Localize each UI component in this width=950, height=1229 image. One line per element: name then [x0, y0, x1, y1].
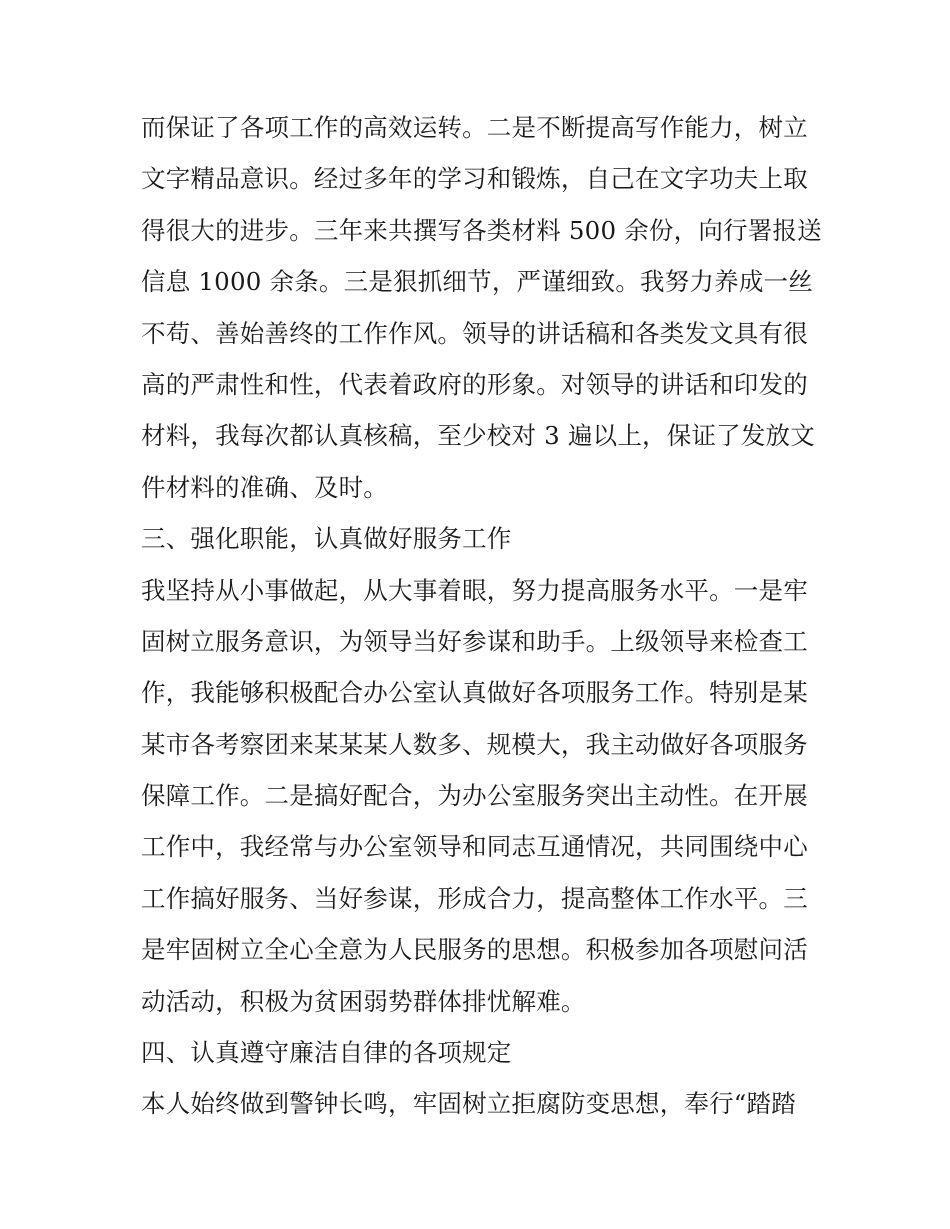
paragraph-line: 得很大的进步。三年来共撰写各类材料 500 余份，向行署报送 [141, 215, 822, 245]
paragraph-line: 本人始终做到警钟长鸣，牢固树立拒腐防变思想，奉行“踏踏 [141, 1089, 796, 1119]
paragraph-line: 件材料的准确、及时。 [141, 472, 388, 502]
paragraph-line: 工作搞好服务、当好参谋，形成合力，提高整体工作水平。三 [141, 883, 808, 913]
paragraph-line: 某市各考察团来某某某人数多、规模大，我主动做好各项服务 [141, 729, 808, 759]
paragraph-line: 固树立服务意识，为领导当好参谋和助手。上级领导来检查工 [141, 626, 808, 656]
paragraph-line: 是牢固树立全心全意为人民服务的思想。积极参加各项慰问活 [141, 935, 808, 965]
paragraph-line: 我坚持从小事做起，从大事着眼，努力提高服务水平。一是牢 [141, 575, 808, 605]
paragraph-line: 工作中，我经常与办公室领导和同志互通情况，共同围绕中心 [141, 832, 808, 862]
paragraph-line: 作，我能够积极配合办公室认真做好各项服务工作。特别是某 [141, 678, 808, 708]
paragraph-line: 保障工作。二是搞好配合，为办公室服务突出主动性。在开展 [141, 781, 808, 811]
paragraph-line: 信息 1000 余条。三是狠抓细节，严谨细致。我努力养成一丝 [141, 267, 813, 297]
paragraph-line: 动活动，积极为贫困弱势群体排忧解难。 [141, 986, 586, 1016]
paragraph-line: 而保证了各项工作的高效运转。二是不断提高写作能力，树立 [141, 113, 808, 142]
paragraph-line: 高的严肃性和性，代表着政府的形象。对领导的讲话和印发的 [141, 369, 808, 399]
paragraph-line: 材料，我每次都认真核稿，至少校对 3 遍以上，保证了发放文 [141, 421, 815, 451]
section-heading: 四、认真遵守廉洁自律的各项规定 [141, 1038, 512, 1068]
section-heading: 三、强化职能，认真做好服务工作 [141, 524, 512, 554]
paragraph-line: 不苟、善始善终的工作作风。领导的讲话稿和各类发文具有很 [141, 318, 808, 348]
document-body [141, 102, 821, 1130]
paragraph-line: 文字精品意识。经过多年的学习和锻炼，自己在文字功夫上取 [141, 164, 808, 194]
